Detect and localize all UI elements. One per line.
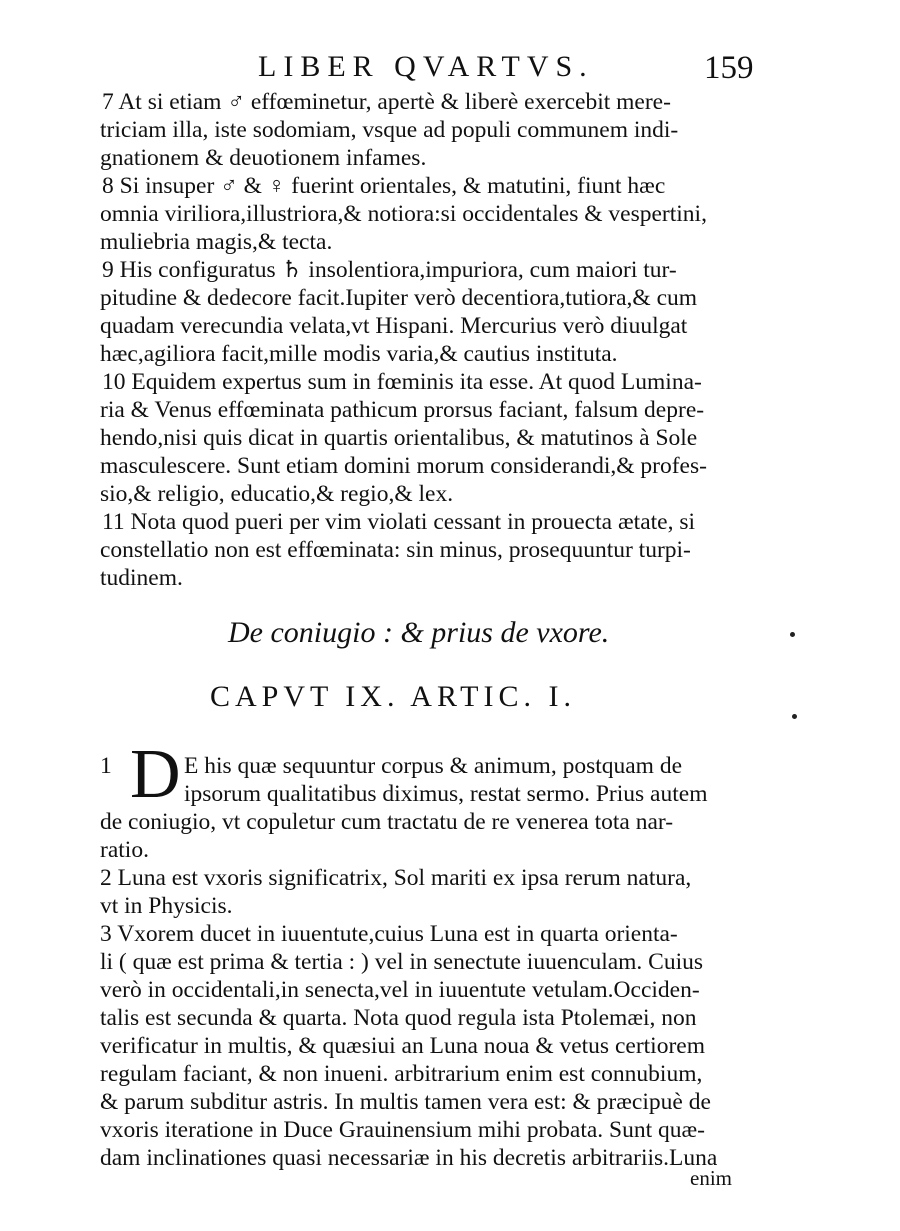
text-line: masculescere. Sunt etiam domini morum considerandi,& profes- [100,453,707,479]
chapter-heading: CAPVT IX. ARTIC. I. [210,680,576,713]
text-line: 10 Equidem expertus sum in fœminis ita esse. At quod Lumina- [102,369,702,395]
text-line: vt in Physicis. [100,893,233,919]
paragraph-number: 1 [100,753,112,779]
text-line: li ( quæ est prima & tertia : ) vel in senectute iuuenculam. Cuius [100,949,704,975]
ink-speck [790,632,795,637]
text-line: ipsorum qualitatibus diximus, restat sermo. Prius autem [184,781,708,807]
text-line: sio,& religio, educatio,& regio,& lex. [100,481,454,507]
text-line: dam inclinationes quasi necessariæ in his decretis arbitrariis.Luna [100,1145,718,1171]
text-line: 8 Si insuper ♂ & ♀ fuerint orientales, & matutini, fiunt hæc [102,173,666,199]
text-line: 7 At si etiam ♂ effœminetur, apertè & liberè exercebit mere- [102,89,671,115]
ink-speck [792,714,797,719]
text-line: regulam faciant, & non inueni. arbitrarium enim est connubium, [100,1061,703,1087]
text-line: quadam verecundia velata,vt Hispani. Mercurius verò diuulgat [100,313,688,339]
text-line: constellatio non est effœminata: sin minus, prosequuntur turpi- [100,537,691,563]
text-line: 2 Luna est vxoris significatrix, Sol mariti ex ipsa rerum natura, [100,865,692,891]
drop-cap: D [130,736,181,813]
text-line: pitudine & dedecore facit.Iupiter verò decentiora,tutiora,& cum [100,285,698,311]
text-line: omnia viriliora,illustriora,& notiora:si occidentales & vespertini, [100,201,707,227]
text-line: 9 His configuratus ♄ insolentiora,impuriora, cum maiori tur- [102,257,677,283]
text-line: triciam illa, iste sodomiam, vsque ad populi communem indi- [100,117,679,143]
text-line: E his quæ sequuntur corpus & animum, postquam de [184,753,683,779]
text-line: tudinem. [100,565,183,591]
text-line: hæc,agiliora facit,mille modis varia,& cautius instituta. [100,341,618,367]
text-line: verificatur in multis, & quæsiui an Luna noua & vetus certiorem [100,1033,705,1059]
text-line: gnationem & deuotionem infames. [100,145,427,171]
text-line: vxoris iteratione in Duce Grauinensium mihi probata. Sunt quæ- [100,1117,706,1143]
running-head [0,44,900,84]
text-line: muliebria magis,& tecta. [100,229,333,255]
section-heading: De coniugio : & prius de vxore. [228,616,610,649]
text-line: talis est secunda & quarta. Nota quod regula ista Ptolemæi, non [100,1005,697,1031]
text-line: hendo,nisi quis dicat in quartis orientalibus, & matutinos à Sole [100,425,698,451]
text-line: ratio. [100,837,149,863]
text-line: 11 Nota quod pueri per vim violati cessant in prouecta ætate, si [102,509,696,535]
page-number: 159 [704,50,754,86]
text-line: & parum subditur astris. In multis tamen vera est: & præcipuè de [100,1089,711,1115]
text-line: verò in occidentali,in senecta,vel in iuuentute vetulam.Occiden- [100,977,700,1003]
catchword: enim [690,1166,732,1190]
text-line: 3 Vxorem ducet in iuuentute,cuius Luna est in quarta orienta- [100,921,678,947]
text-line: de coniugio, vt copuletur cum tractatu de re venerea tota nar- [100,809,674,835]
running-title: LIBER QVARTVS. [258,50,594,83]
text-line: ria & Venus effœminata pathicum prorsus faciant, falsum depre- [100,397,705,423]
